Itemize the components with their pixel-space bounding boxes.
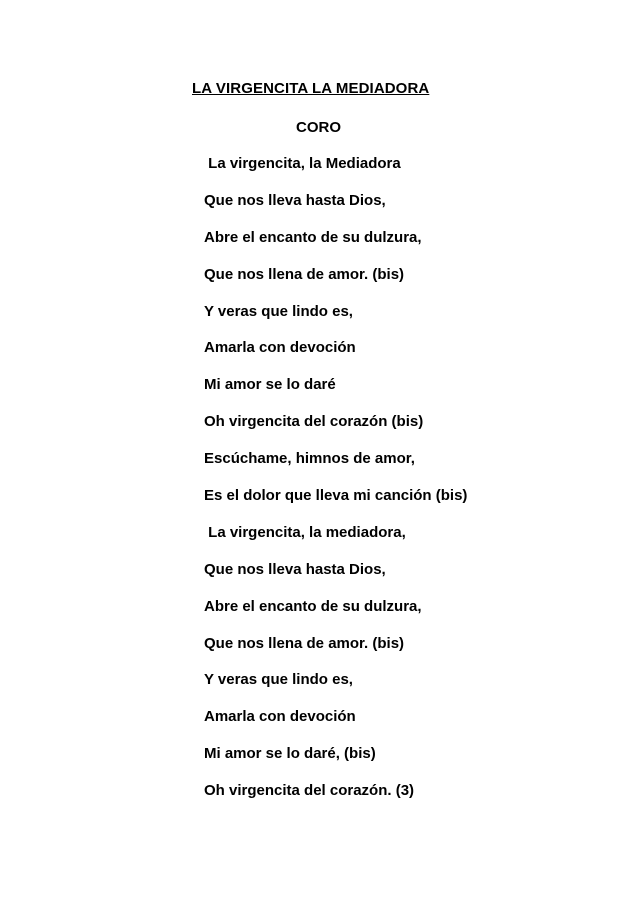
lyric-line: Oh virgencita del corazón. (3) — [204, 782, 415, 800]
lyric-line: Amarla con devoción — [204, 339, 356, 357]
song-title: LA VIRGENCITA LA MEDIADORA — [192, 80, 430, 97]
lyric-line: Que nos llena de amor. (bis) — [204, 634, 405, 652]
lyric-line: Mi amor se lo daré, (bis) — [204, 745, 376, 763]
lyric-line: Amarla con devoción — [204, 708, 356, 726]
lyric-line: Mi amor se lo daré — [204, 376, 336, 394]
lyric-line: Escúchame, himnos de amor, — [204, 450, 415, 468]
lyric-line: La virgencita, la mediadora, — [204, 523, 406, 541]
lyric-line: Que nos llena de amor. (bis) — [204, 265, 405, 283]
lyric-line: Es el dolor que lleva mi canción (bis) — [204, 487, 468, 505]
lyric-line: Abre el encanto de su dulzura, — [204, 228, 422, 246]
lyric-line: Y veras que lindo es, — [204, 671, 353, 689]
chorus-heading: CORO — [296, 119, 341, 136]
lyrics-list — [204, 155, 467, 819]
lyric-line: Y veras que lindo es, — [204, 302, 353, 320]
lyric-line: La virgencita, la Mediadora — [204, 155, 401, 172]
lyric-line: Abre el encanto de su dulzura, — [204, 597, 422, 615]
lyric-line: Que nos lleva hasta Dios, — [204, 191, 386, 209]
lyric-line: Que nos lleva hasta Dios, — [204, 560, 386, 578]
lyric-line: Oh virgencita del corazón (bis) — [204, 413, 424, 431]
